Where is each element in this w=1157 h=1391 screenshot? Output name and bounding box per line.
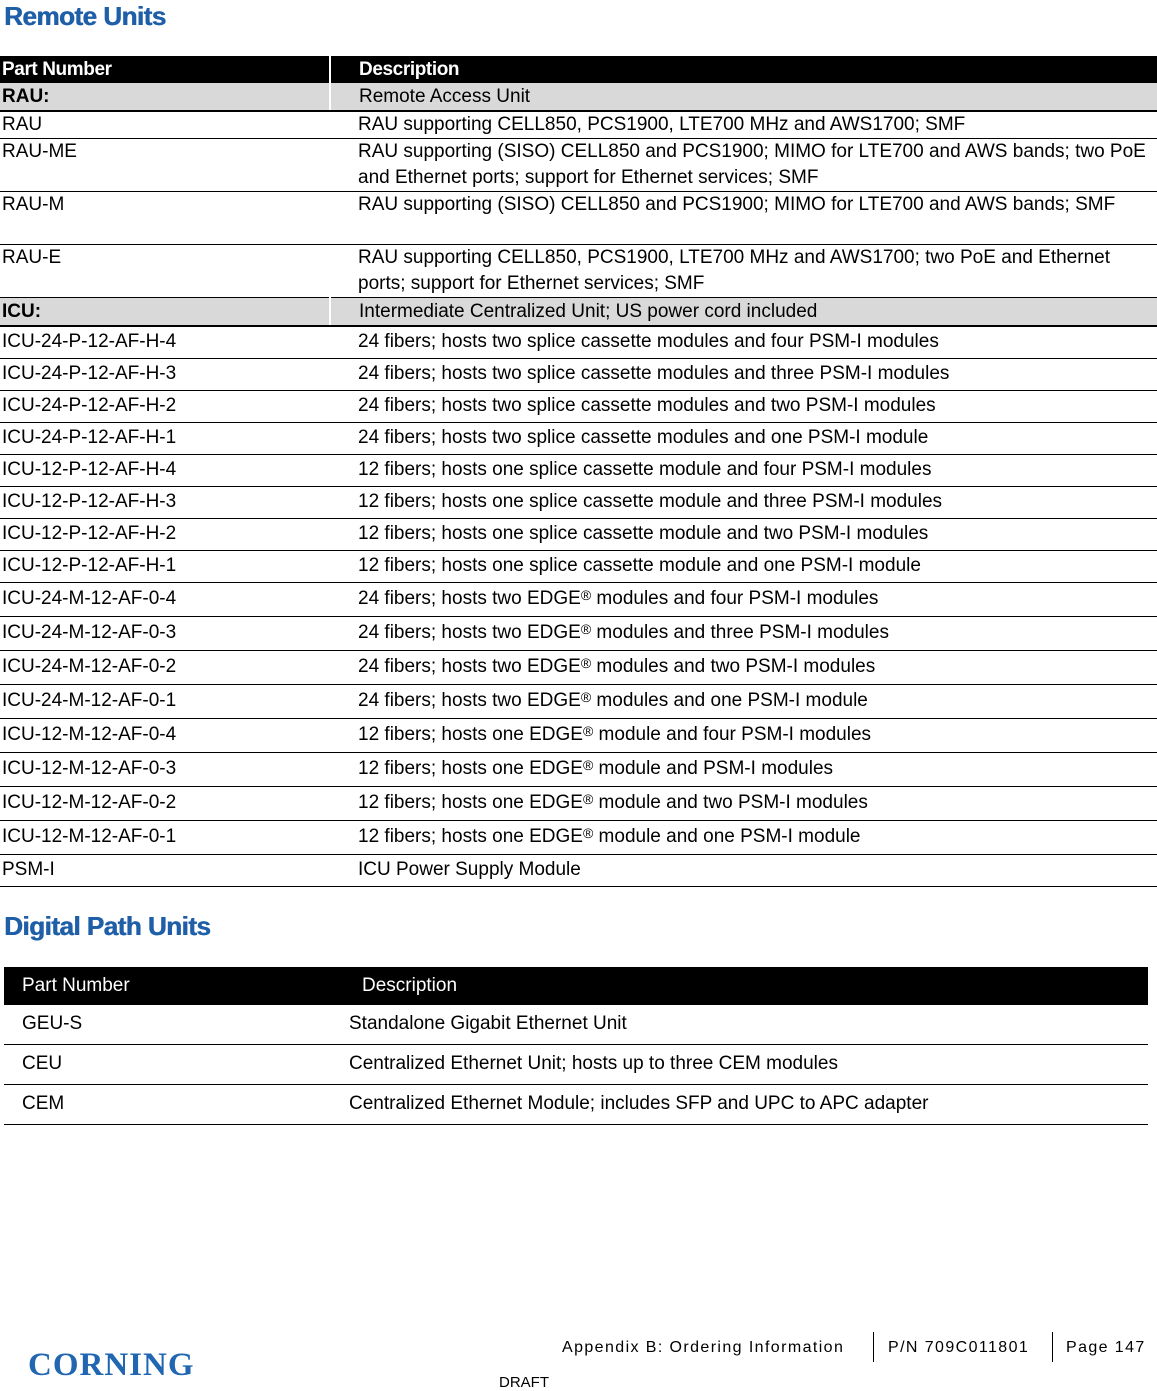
description: Standalone Gigabit Ethernet Unit — [348, 1005, 1148, 1045]
table-row — [0, 821, 1157, 855]
header-description: Description — [348, 967, 1148, 1005]
description: 24 fibers; hosts two EDGE® modules and three PSM-I modules — [330, 617, 1157, 651]
part-number: RAU-E — [0, 245, 330, 298]
part-number: ICU-24-P-12-AF-H-1 — [0, 423, 330, 455]
description: RAU supporting CELL850, PCS1900, LTE700 MHz and AWS1700; two PoE and Ethernet ports; support for Ethernet services; SMF — [330, 245, 1157, 298]
description: RAU supporting (SISO) CELL850 and PCS1900; MIMO for LTE700 and AWS bands; two PoE and Ethernet ports; support for Ethernet services; SMF — [330, 139, 1157, 192]
part-number: ICU-12-M-12-AF-0-2 — [0, 787, 330, 821]
description: 12 fibers; hosts one EDGE® module and two PSM-I modules — [330, 787, 1157, 821]
part-number: GEU-S — [4, 1005, 348, 1045]
table-row — [0, 359, 1157, 391]
table-row — [0, 787, 1157, 821]
description: 24 fibers; hosts two EDGE® modules and one PSM-I module — [330, 685, 1157, 719]
part-number: ICU-12-P-12-AF-H-1 — [0, 551, 330, 583]
description: Centralized Ethernet Module; includes SFP and UPC to APC adapter — [348, 1085, 1148, 1125]
footer-divider — [1052, 1332, 1053, 1362]
description: 24 fibers; hosts two splice cassette modules and two PSM-I modules — [330, 391, 1157, 423]
digital-path-units-heading: Digital Path Units — [4, 911, 211, 941]
page-number: Page 147 — [1066, 1339, 1146, 1356]
part-number: ICU-12-P-12-AF-H-4 — [0, 455, 330, 487]
part-number: ICU-24-P-12-AF-H-4 — [0, 326, 330, 359]
part-number: CEU — [4, 1045, 348, 1085]
table-row — [0, 487, 1157, 519]
table-row — [4, 1045, 1148, 1085]
part-number: CEM — [4, 1085, 348, 1125]
part-number: ICU-12-M-12-AF-0-1 — [0, 821, 330, 855]
part-number: RAU — [0, 111, 330, 139]
table-row — [0, 583, 1157, 617]
description: ICU Power Supply Module — [330, 855, 1157, 887]
table-header-row — [4, 967, 1148, 1005]
part-number: RAU-M — [0, 192, 330, 245]
group-description: Remote Access Unit — [330, 83, 1157, 111]
table-row — [4, 1085, 1148, 1125]
footer-section: Appendix B: Ordering Information — [562, 1339, 845, 1356]
part-number: ICU-24-P-12-AF-H-3 — [0, 359, 330, 391]
table-row — [0, 651, 1157, 685]
part-number: PSM-I — [0, 855, 330, 887]
part-number: ICU-12-M-12-AF-0-4 — [0, 719, 330, 753]
part-number: ICU-12-P-12-AF-H-3 — [0, 487, 330, 519]
description: 12 fibers; hosts one EDGE® module and four PSM-I modules — [330, 719, 1157, 753]
description: 12 fibers; hosts one splice cassette module and one PSM-I module — [330, 551, 1157, 583]
part-number: ICU-12-M-12-AF-0-3 — [0, 753, 330, 787]
table-row — [0, 685, 1157, 719]
group-row-rau — [0, 83, 1157, 111]
footer-part-number: P/N 709C011801 — [888, 1339, 1030, 1356]
description: RAU supporting (SISO) CELL850 and PCS1900; MIMO for LTE700 and AWS bands; SMF — [330, 192, 1157, 245]
draft-label: DRAFT — [499, 1374, 549, 1391]
group-label: RAU: — [0, 83, 330, 111]
table-row — [0, 551, 1157, 583]
description: 12 fibers; hosts one splice cassette module and four PSM-I modules — [330, 455, 1157, 487]
description: 12 fibers; hosts one EDGE® module and one PSM-I module — [330, 821, 1157, 855]
table-row — [0, 245, 1157, 298]
part-number: ICU-24-M-12-AF-0-1 — [0, 685, 330, 719]
table-row — [0, 855, 1157, 887]
description: RAU supporting CELL850, PCS1900, LTE700 MHz and AWS1700; SMF — [330, 111, 1157, 139]
table-row — [0, 192, 1157, 245]
table-row — [0, 719, 1157, 753]
header-description: Description — [330, 56, 1157, 83]
part-number: ICU-24-M-12-AF-0-3 — [0, 617, 330, 651]
header-part-number: Part Number — [0, 56, 330, 83]
table-row — [0, 617, 1157, 651]
description: 24 fibers; hosts two EDGE® modules and two PSM-I modules — [330, 651, 1157, 685]
table-row — [0, 391, 1157, 423]
description: 24 fibers; hosts two splice cassette modules and four PSM-I modules — [330, 326, 1157, 359]
remote-units-table — [0, 56, 1157, 887]
description: 12 fibers; hosts one splice cassette module and three PSM-I modules — [330, 487, 1157, 519]
table-row — [0, 753, 1157, 787]
part-number: ICU-24-P-12-AF-H-2 — [0, 391, 330, 423]
group-row-icu — [0, 298, 1157, 327]
part-number: RAU-ME — [0, 139, 330, 192]
part-number: ICU-24-M-12-AF-0-2 — [0, 651, 330, 685]
group-label: ICU: — [0, 298, 330, 327]
table-row — [0, 455, 1157, 487]
description: 12 fibers; hosts one splice cassette module and two PSM-I modules — [330, 519, 1157, 551]
table-row — [4, 1005, 1148, 1045]
remote-units-heading: Remote Units — [4, 1, 166, 31]
description: 24 fibers; hosts two EDGE® modules and four PSM-I modules — [330, 583, 1157, 617]
table-row — [0, 111, 1157, 139]
corning-logo: CORNING — [28, 1347, 195, 1383]
part-number: ICU-12-P-12-AF-H-2 — [0, 519, 330, 551]
table-header-row — [0, 56, 1157, 83]
table-row — [0, 139, 1157, 192]
description: 24 fibers; hosts two splice cassette modules and one PSM-I module — [330, 423, 1157, 455]
table-row — [0, 519, 1157, 551]
description: Centralized Ethernet Unit; hosts up to three CEM modules — [348, 1045, 1148, 1085]
group-description: Intermediate Centralized Unit; US power cord included — [330, 298, 1157, 327]
table-row — [0, 326, 1157, 359]
header-part-number: Part Number — [4, 967, 348, 1005]
part-number: ICU-24-M-12-AF-0-4 — [0, 583, 330, 617]
footer-divider — [873, 1332, 874, 1362]
digital-path-units-table — [4, 967, 1148, 1125]
table-row — [0, 423, 1157, 455]
description: 24 fibers; hosts two splice cassette modules and three PSM-I modules — [330, 359, 1157, 391]
description: 12 fibers; hosts one EDGE® module and PSM-I modules — [330, 753, 1157, 787]
